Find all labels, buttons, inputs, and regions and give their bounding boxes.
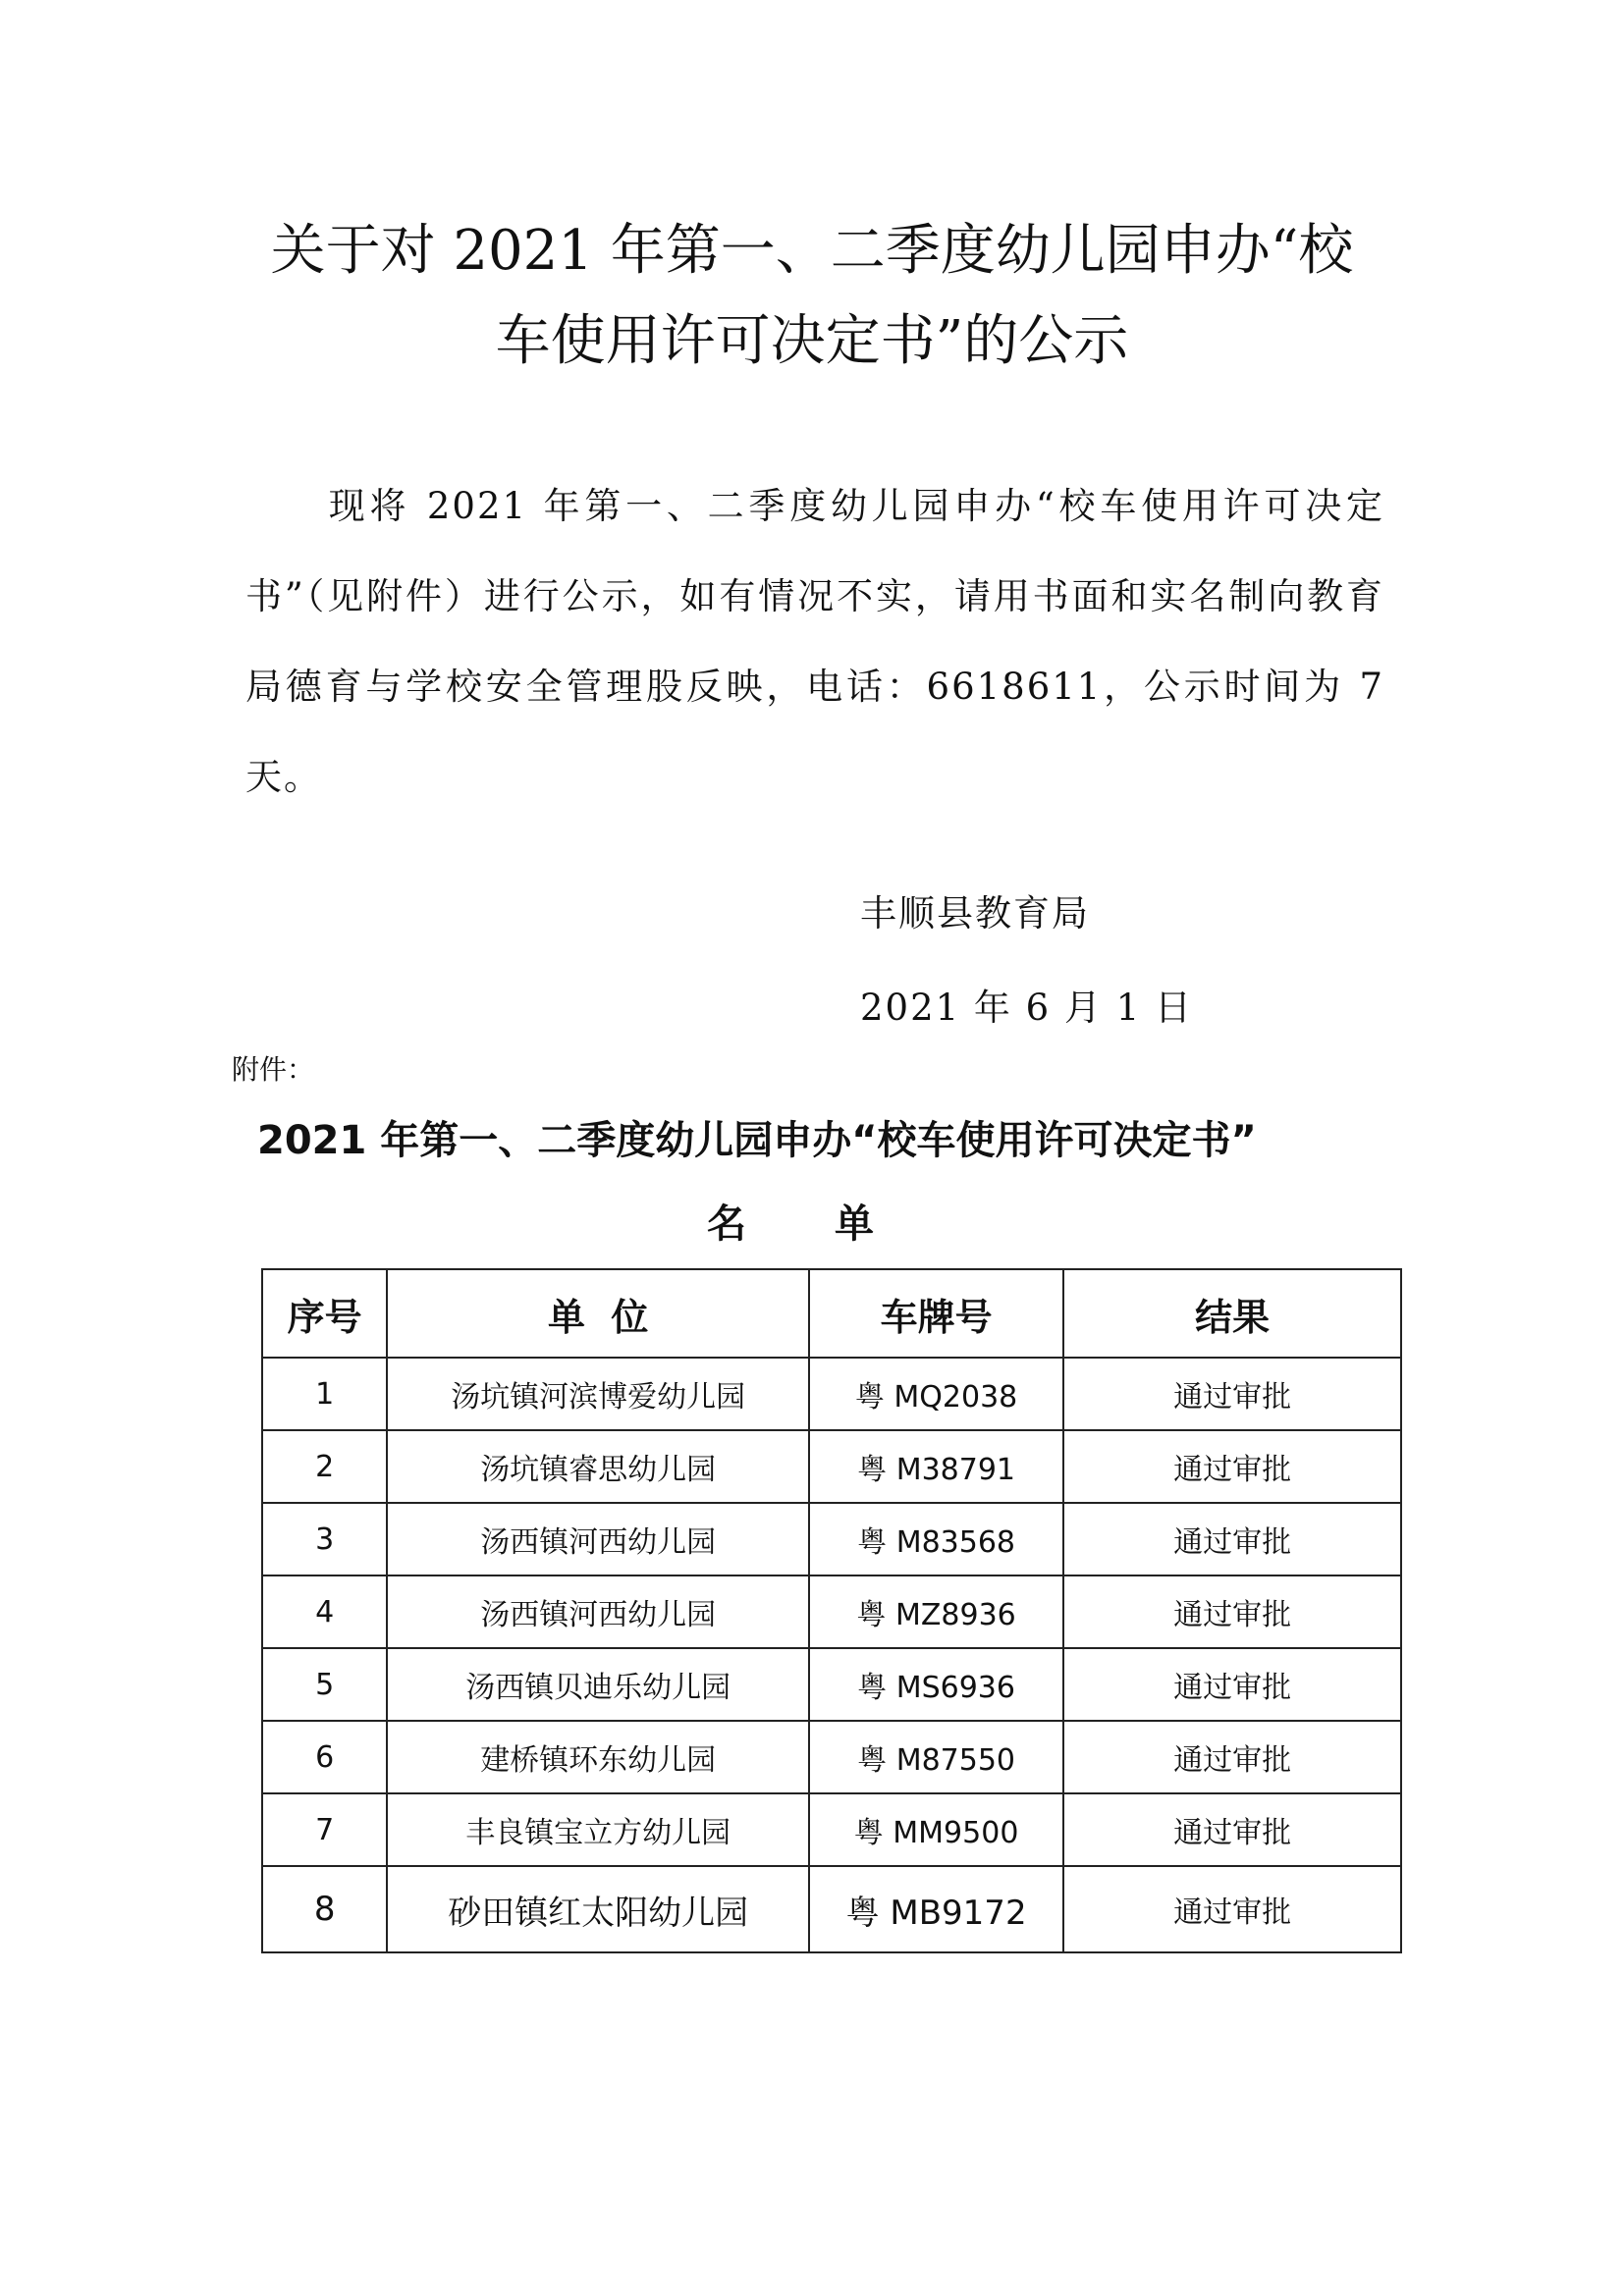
cell-unit: 建桥镇环东幼儿园 (387, 1721, 809, 1793)
table-row (262, 1793, 1401, 1866)
cell-result: 通过审批 (1063, 1575, 1401, 1648)
table-header-row (262, 1269, 1401, 1358)
table-row (262, 1358, 1401, 1430)
cell-plate: 粤 M87550 (809, 1721, 1063, 1793)
cell-seq: 1 (262, 1358, 387, 1430)
cell-unit: 汤坑镇河滨博爱幼儿园 (387, 1358, 809, 1430)
cell-plate: 粤 MZ8936 (809, 1575, 1063, 1648)
cell-seq: 7 (262, 1793, 387, 1866)
cell-result: 通过审批 (1063, 1721, 1401, 1793)
table-row (262, 1430, 1401, 1503)
cell-plate: 粤 M83568 (809, 1503, 1063, 1575)
cell-plate: 粤 M38791 (809, 1430, 1063, 1503)
cell-seq: 6 (262, 1721, 387, 1793)
cell-plate: 粤 MS6936 (809, 1648, 1063, 1721)
notice-body (245, 461, 1384, 823)
cell-seq: 4 (262, 1575, 387, 1648)
cell-unit: 丰良镇宝立方幼儿园 (387, 1793, 809, 1866)
page-title (216, 206, 1408, 387)
cell-unit: 砂田镇红太阳幼儿园 (387, 1866, 809, 1952)
cell-plate: 粤 MB9172 (809, 1866, 1063, 1952)
cell-result: 通过审批 (1063, 1358, 1401, 1430)
cell-unit: 汤西镇河西幼儿园 (387, 1503, 809, 1575)
cell-seq: 2 (262, 1430, 387, 1503)
attachment-title: 2021 年第一、二季度幼儿园申办“校车使用许可决定书” (257, 1118, 1257, 1163)
signature-date: 2021 年 6 月 1 日 (860, 987, 1194, 1029)
notice-paragraph: 现将 2021 年第一、二季度幼儿园申办“校车使用许可决定书”（见附件）进行公示，如有情况不实，请用书面和实名制向教育局德育与学校安全管理股反映，电话：6618611，公示时间为 7 天。 (245, 485, 1384, 798)
signature-organization: 丰顺县教育局 (860, 892, 1090, 934)
approval-table (261, 1268, 1402, 1953)
cell-result: 通过审批 (1063, 1793, 1401, 1866)
cell-result: 通过审批 (1063, 1503, 1401, 1575)
table-row (262, 1575, 1401, 1648)
page-title-line-1: 关于对 2021 年第一、二季度幼儿园申办“校 (270, 219, 1354, 283)
cell-result: 通过审批 (1063, 1866, 1401, 1952)
attachment-label: 附件： (232, 1053, 315, 1086)
cell-unit: 汤西镇贝迪乐幼儿园 (387, 1648, 809, 1721)
cell-seq: 5 (262, 1648, 387, 1721)
header-unit: 单 位 (387, 1269, 809, 1358)
cell-seq: 3 (262, 1503, 387, 1575)
cell-plate: 粤 MQ2038 (809, 1358, 1063, 1430)
header-plate: 车牌号 (809, 1269, 1063, 1358)
cell-plate: 粤 MM9500 (809, 1793, 1063, 1866)
cell-result: 通过审批 (1063, 1648, 1401, 1721)
cell-unit: 汤西镇河西幼儿园 (387, 1575, 809, 1648)
table-row (262, 1721, 1401, 1793)
table-row (262, 1503, 1401, 1575)
cell-result: 通过审批 (1063, 1430, 1401, 1503)
table-row (262, 1866, 1401, 1952)
page-title-line-2: 车使用许可决定书”的公示 (495, 309, 1129, 373)
table-row (262, 1648, 1401, 1721)
cell-seq: 8 (262, 1866, 387, 1952)
attachment-subtitle: 名单 (707, 1201, 962, 1247)
header-seq: 序号 (262, 1269, 387, 1358)
cell-unit: 汤坑镇睿思幼儿园 (387, 1430, 809, 1503)
header-result: 结果 (1063, 1269, 1401, 1358)
